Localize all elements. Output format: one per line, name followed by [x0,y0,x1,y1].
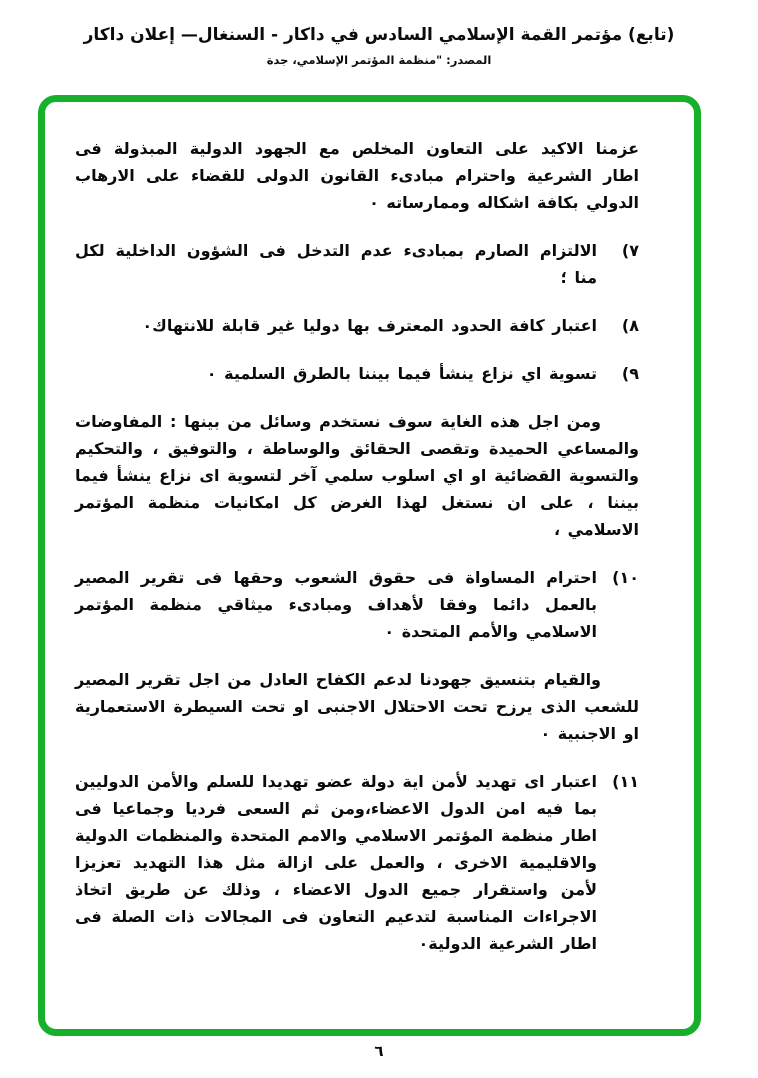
document-body [45,102,694,1029]
clause-text: اعتبار كافة الحدود المعترف بها دوليا غير قابلة للانتهاك٠ [142,316,597,335]
clause-number: ١٠) [612,568,639,587]
clause-text: الالتزام الصارم بمبادىء عدم التدخل فى الشؤون الداخلية لكل منا ؛ [75,241,597,287]
clause-number: ٨) [621,316,639,335]
clause-number: ٧) [621,241,639,260]
clause-number: ١١) [612,772,639,791]
clause-10 [75,564,639,645]
clause-text: اعتبار اى تهديد لأمن اية دولة عضو تهديدا للسلم والأمن الدوليين بما فيه امن الدول الاعضاء،ومن ثم السعى فرديا وجماعيا فى اطار منظمة المؤتمر الاسلامي والامم المتحدة والمنظمات الدولية والاقليمية الاخرى ، والعمل على ازالة مثل هذا التهديد تعزيزا لأمن واستقرار جميع الدول الاعضاء ، وذلك عن طريق اتخاذ الاجراءات المناسبة لتدعيم التعاون فى المجالات ذات الصلة فى اطار الشرعية الدولية٠ [75,772,597,953]
clause-number: ٩) [621,364,639,383]
green-content-frame [38,95,701,1036]
clause-9 [75,360,639,387]
intro-paragraph: عزمنا الاكيد على التعاون المخلص مع الجهود الدولية المبذولة فى اطار الشرعية واحترام مبادىء القانون الدولى للقضاء على الارهاب الدولي بكافة اشكاله وممارساته ٠ [75,139,639,212]
means-paragraph: ومن اجل هذه الغاية سوف نستخدم وسائل من بينها : المفاوضات والمساعي الحميدة وتقصى الحقائق والوساطة ، والتوفيق ، والتحكيم والتسوية القضائية او اي اسلوب سلمي آخر لتسوية اى نزاع ينشأ فيما بيننا ، على ان نستغل لهذا الغرض كل امكانيات منظمة المؤتمر الاسلامي ، [75,412,639,539]
coordination-paragraph: والقيام بتنسيق جهودنا لدعم الكفاح العادل من اجل تقرير المصير للشعب الذى يرزح تحت الاحتلال الاجنبى او تحت السيطرة الاستعمارية او الاجنبية ٠ [75,670,639,743]
page-number: ٦ [374,1042,384,1060]
clause-text: احترام المساواة فى حقوق الشعوب وحقها فى تقرير المصير بالعمل دائما وفقا لأهداف ومبادىء ميثاقي منظمة المؤتمر الاسلامي والأمم المتحدة ٠ [75,568,597,641]
clause-7 [75,237,639,291]
document-source: المصدر: "منظمة المؤتمر الإسلامي، جدة [266,53,492,67]
clause-8 [75,312,639,339]
page-header [0,0,758,67]
clause-text: تسوية اي نزاع ينشأ فيما بيننا بالطرق السلمية ٠ [206,364,597,383]
document-title: (تابع) مؤتمر القمة الإسلامي السادس في داكار - السنغال— إعلان داكار [83,25,675,45]
clause-11 [75,768,639,957]
